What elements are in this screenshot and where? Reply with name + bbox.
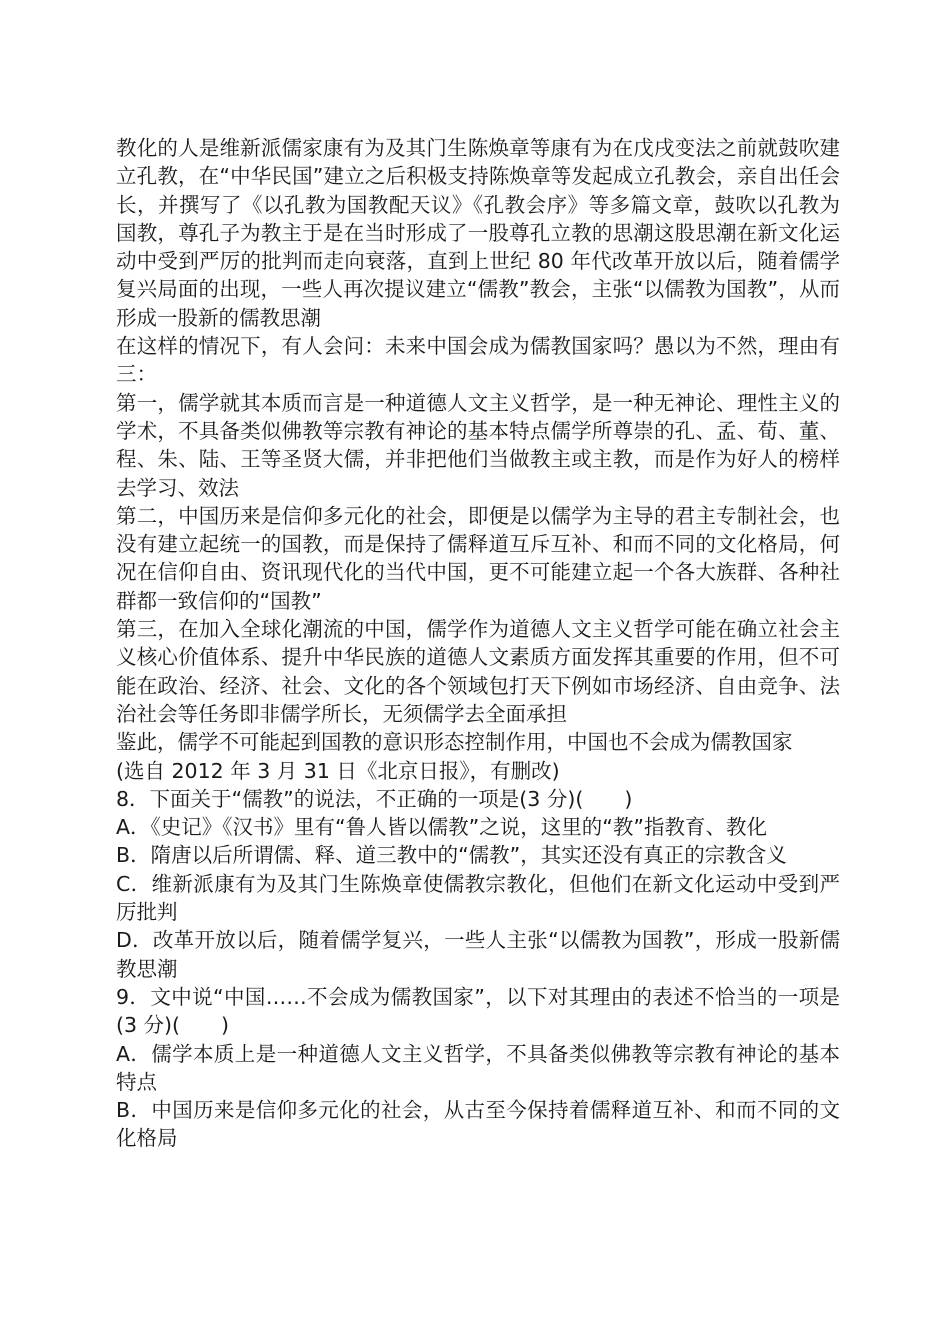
question-9-stem: 9．文中说“中国……不会成为儒教国家”，以下对其理由的表述不恰当的一项是(3 分)( ) xyxy=(116,984,840,1038)
reason-one-paragraph: 第一，儒学就其本质而言是一种道德人文主义哲学，是一种无神论、理性主义的学术，不具备类似佛教等宗教有神论的基本特点儒学所尊崇的孔、孟、荀、董、程、朱、陆、王等圣贤大儒，并非把他们当做教主或主教，而是作为好人的榜样去学习、效法 xyxy=(116,390,840,500)
source-citation: (选自 2012 年 3 月 31 日《北京日报》，有删改) xyxy=(116,758,560,783)
question-8-option-c: C．维新派康有为及其门生陈焕章使儒教宗教化，但他们在新文化运动中受到严厉批判 xyxy=(116,871,840,925)
reason-two-paragraph: 第二，中国历来是信仰多元化的社会，即便是以儒学为主导的君主专制社会，也没有建立起统一的国教，而是保持了儒释道互斥互补、和而不同的文化格局，何况在信仰自由、资讯现代化的当代中国，更不可能建立起一个各大族群、各种社群都一致信仰的“国教” xyxy=(116,503,840,613)
question-8-stem: 8．下面关于“儒教”的说法，不正确的一项是(3 分)( ) xyxy=(116,786,633,811)
passage-paragraph-1: 教化的人是维新派儒家康有为及其门生陈焕章等康有为在戊戌变法之前就鼓吹建立孔教，在“中华民国”建立之后积极支持陈焕章等发起成立孔教会，亲自出任会长，并撰写了《以孔教为国教配天议》《孔教会序》等多篇文章，鼓吹以孔教为国教，尊孔子为教主于是在当时形成了一股尊孔立教的思潮这股思潮在新文化运动中受到严厉的批判而走向衰落，直到上世纪 80 年代改革开放以后，随着儒学复兴局面的出现，一些人再次提议建立“儒教”教会，主张“以儒教为国教”，从而形成一股新的儒教思潮 xyxy=(116,136,840,330)
question-8-option-b: B．隋唐以后所谓儒、释、道三教中的“儒教”，其实还没有真正的宗教含义 xyxy=(116,843,787,868)
question-9-option-b: B．中国历来是信仰多元化的社会，从古至今保持着儒释道互补、和而不同的文化格局 xyxy=(116,1098,840,1151)
question-8-option-a: A．《史记》《汉书》里有“鲁人皆以儒教”之说，这里的“教”指教育、教化 xyxy=(116,815,768,840)
question-8-option-d: D．改革开放以后，随着儒学复兴，一些人主张“以儒教为国教”，形成一股新儒教思潮 xyxy=(116,928,840,981)
reason-three-paragraph: 第三，在加入全球化潮流的中国，儒学作为道德人文主义哲学可能在确立社会主义核心价值体系、提升中华民族的道德人文素质方面发挥其重要的作用，但不可能在政治、经济、社会、文化的各个领域包打天下例如市场经济、自由竞争、法治社会等任务即非儒学所长，无须儒学去全面承担 xyxy=(116,617,840,726)
passage-paragraph-2: 在这样的情况下，有人会问：未来中国会成为儒教国家吗？愚以为不然，理由有三： xyxy=(116,334,840,387)
question-9-option-a: A．儒学本质上是一种道德人文主义哲学，不具备类似佛教等宗教有神论的基本特点 xyxy=(116,1041,840,1094)
document-page xyxy=(116,134,840,1153)
conclusion-paragraph: 鉴此，儒学不可能起到国教的意识形态控制作用，中国也不会成为儒教国家 xyxy=(116,730,793,755)
